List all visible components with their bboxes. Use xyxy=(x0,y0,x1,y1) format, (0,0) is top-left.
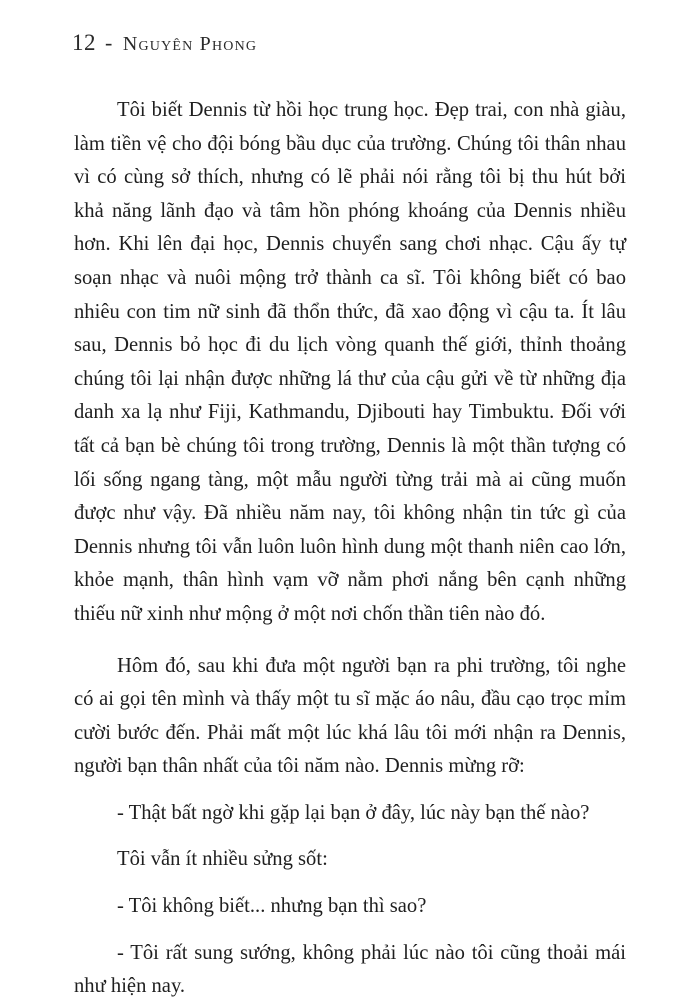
dialogue-line: - Tôi rất sung sướng, không phải lúc nào tôi cũng thoải mái như hiện nay. xyxy=(74,941,626,998)
running-head xyxy=(72,30,257,56)
header-separator: - xyxy=(105,30,113,55)
paragraph-intro: Tôi biết Dennis từ hồi học trung học. Đẹp trai, con nhà giàu, làm tiền vệ cho đội bóng bầu dục của trường. Chúng tôi thân nhau vì có cùng sở thích, nhưng có lẽ phải nói rằng tôi bị thu hút bởi khả năng lãnh đạo và tâm hồn phóng khoáng của Dennis nhiều hơn. Khi lên đại học, Dennis chuyển sang chơi nhạc. Cậu ấy tự soạn nhạc và nuôi mộng trở thành ca sĩ. Tôi không biết có bao nhiêu con tim nữ sinh đã thổn thức, đã xao động vì cậu ta. Ít lâu sau, Dennis bỏ học đi du lịch vòng quanh thế giới, thỉnh thoảng chúng tôi lại nhận được những lá thư của cậu gửi về từ những địa danh xa lạ như Fiji, Kathmandu, Djibouti hay Timbuktu. Đối với tất cả bạn bè chúng tôi trong trường, Dennis là một thần tượng có lối sống ngang tàng, một mẫu người từng trải mà ai cũng muốn được như vậy. Đã nhiều năm nay, tôi không nhận tin tức gì của Dennis nhưng tôi vẫn luôn luôn hình dung một thanh niên cao lớn, khỏe mạnh, thân hình vạm vỡ nằm phơi nắng bên cạnh những thiếu nữ xinh như mộng ở một nơi chốn thần tiên nào đó. xyxy=(74,99,626,625)
author-name: Nguyên Phong xyxy=(122,33,258,55)
paragraph-narration: Tôi vẫn ít nhiều sửng sốt: xyxy=(117,848,328,871)
body-text xyxy=(74,94,626,1004)
paragraph-airport: Hôm đó, sau khi đưa một người bạn ra phi trường, tôi nghe có ai gọi tên mình và thấy một tu sĩ mặc áo nâu, đầu cạo trọc mỉm cười bước đến. Phải mất một lúc khá lâu tôi mới nhận ra Dennis, người bạn thân nhất của tôi năm nào. Dennis mừng rỡ: xyxy=(74,654,626,778)
page-number: 12 xyxy=(72,30,96,55)
dialogue-line: - Thật bất ngờ khi gặp lại bạn ở đây, lúc này bạn thế nào? xyxy=(117,801,590,824)
dialogue-line: - Tôi không biết... nhưng bạn thì sao? xyxy=(117,895,427,918)
